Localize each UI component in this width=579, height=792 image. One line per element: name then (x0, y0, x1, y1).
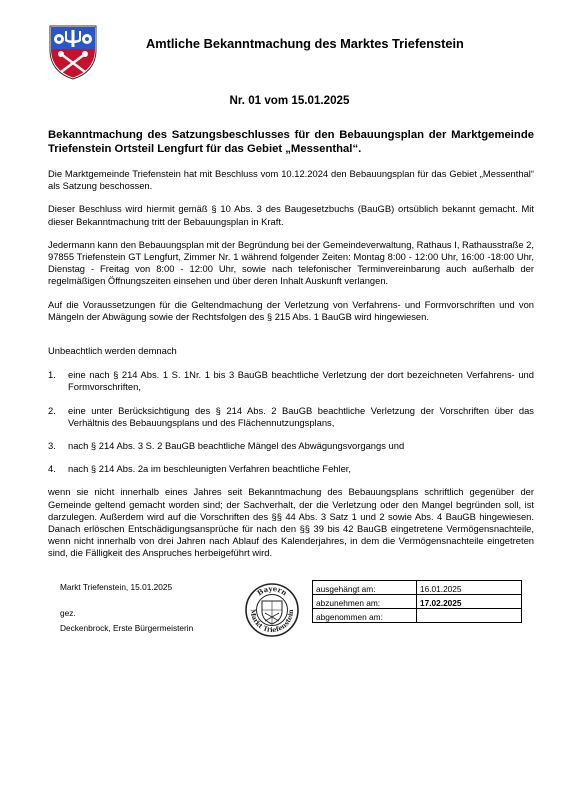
notice-body (48, 128, 534, 571)
list-item-text: eine unter Berücksichtigung des § 214 Abs. 2 BauGB beachtliche Verletzung der Vorschriften über das Verhältnis des Bebauungsplans und des Flächennutzungsplans, (68, 404, 534, 428)
list-item-number: 1. (48, 369, 56, 381)
posting-record-table (312, 580, 522, 623)
place-date: Markt Triefenstein, 15.01.2025 (60, 582, 173, 592)
remove-date: 17.02.2025 (417, 595, 522, 609)
violations-list (48, 369, 534, 475)
header-title: Amtliche Bekanntmachung des Marktes Triefenstein (146, 36, 464, 51)
official-seal-icon (244, 582, 300, 638)
svg-text:Bayern: Bayern (255, 583, 289, 598)
posted-date: 16.01.2025 (417, 581, 522, 595)
posted-label: ausgehängt am: (313, 581, 417, 595)
table-row (313, 595, 522, 609)
list-intro: Unbeachtlich werden demnach (48, 345, 177, 357)
removed-date (417, 609, 522, 623)
table-row (313, 581, 522, 595)
gez-label: gez. (60, 608, 76, 618)
removed-label: abgenommen am: (313, 609, 417, 623)
paragraph-announcement: Dieser Beschluss wird hiermit gemäß § 10 Abs. 3 des Baugesetzbuchs (BauGB) ortsüblich bekannt gemacht. Mit dieser Bekanntmachung tritt der Bebauungsplan in Kraft. (48, 203, 534, 227)
signer-name: Deckenbrock, Erste Bürgermeisterin (60, 623, 194, 633)
list-item-text: nach § 214 Abs. 2a im beschleunigten Verfahren beachtliche Fehler, (68, 463, 352, 475)
list-item (48, 440, 534, 452)
paragraph-resolution: Die Marktgemeinde Triefenstein hat mit Beschluss vom 10.12.2024 den Bebauungsplan für das Gebiet „Messenthal“ als Satzung beschossen. (48, 168, 534, 192)
notice-number: Nr. 01 vom 15.01.2025 (229, 94, 350, 107)
paragraph-inspection: Jedermann kann den Bebauungsplan mit der Begründung bei der Gemeindeverwaltung, Rathaus I, Rathausstraße 2, 97855 Triefenstein GT Lengfurt, Zimmer Nr. 1 während folgender Zeiten: Montag 8:00 - 12:00 Uhr, 16:00 -18:00 Uhr, Dienstag - Freitag von 8:00 - 12:00 Uhr, sowie nach telefonischer Terminvereinbarung auch außerhalb der regelmäßigen Öffnungszeiten einsehen und über deren Inhalt Auskunft verlangen. (48, 238, 534, 287)
list-item-number: 3. (48, 440, 56, 452)
list-item-number: 4. (48, 463, 56, 475)
list-item (48, 463, 534, 475)
table-row (313, 609, 522, 623)
list-item-text: nach § 214 Abs. 3 S. 2 BauGB beachtliche Mängel des Abwägungsvorgangs und (68, 440, 405, 452)
notice-headline: Bekanntmachung des Satzungsbeschlusses für den Bebauungsplan der Marktgemeinde Triefenstein Ortsteil Lengfurt für das Gebiet „Messenthal“. (48, 129, 534, 155)
list-item-text: eine nach § 214 Abs. 1 S. 1Nr. 1 bis 3 BauGB beachtliche Verletzung der dort bezeichneten Verfahrens- und Formvorschriften, (68, 369, 534, 393)
list-item (48, 405, 534, 429)
paragraph-legal-notice: Auf die Voraussetzungen für die Geltendmachung der Verletzung von Verfahrens- und Formvorschriften und von Mängeln der Abwägung sowie der Rechtsfolgen des § 215 Abs. 1 BauGB wird hingewiesen. (48, 298, 534, 322)
list-item (48, 369, 534, 393)
municipal-coat-of-arms-icon (48, 24, 98, 80)
remove-label: abzunehmen am: (313, 595, 417, 609)
svg-text:Markt Triefenstein: Markt Triefenstein (248, 608, 296, 635)
list-item-number: 2. (48, 404, 56, 416)
closing-paragraph: wenn sie nicht innerhalb eines Jahres seit Bekanntmachung des Bebauungsplans schriftlich gegenüber der Gemeinde geltend gemacht worden sind; der Sachverhalt, der die Verletzung oder den Mangel begründen soll, ist darzulegen. Außerdem wird auf die Vorschriften des §§ 44 Abs. 3 Satz 1 und 2 sowie Abs. 4 BauGB hingewiesen. Danach erlöschen Entschädigungsansprüche für nach den §§ 39 bis 42 BauGB eingetretene Vermögensnachteile, wenn nicht innerhalb von drei Jahren nach Ablauf des Kalenderjahres, in dem die Vermögensnachteile eingetreten sind, die Fälligkeit des Anspruches herbeigeführt wird. (48, 486, 534, 559)
